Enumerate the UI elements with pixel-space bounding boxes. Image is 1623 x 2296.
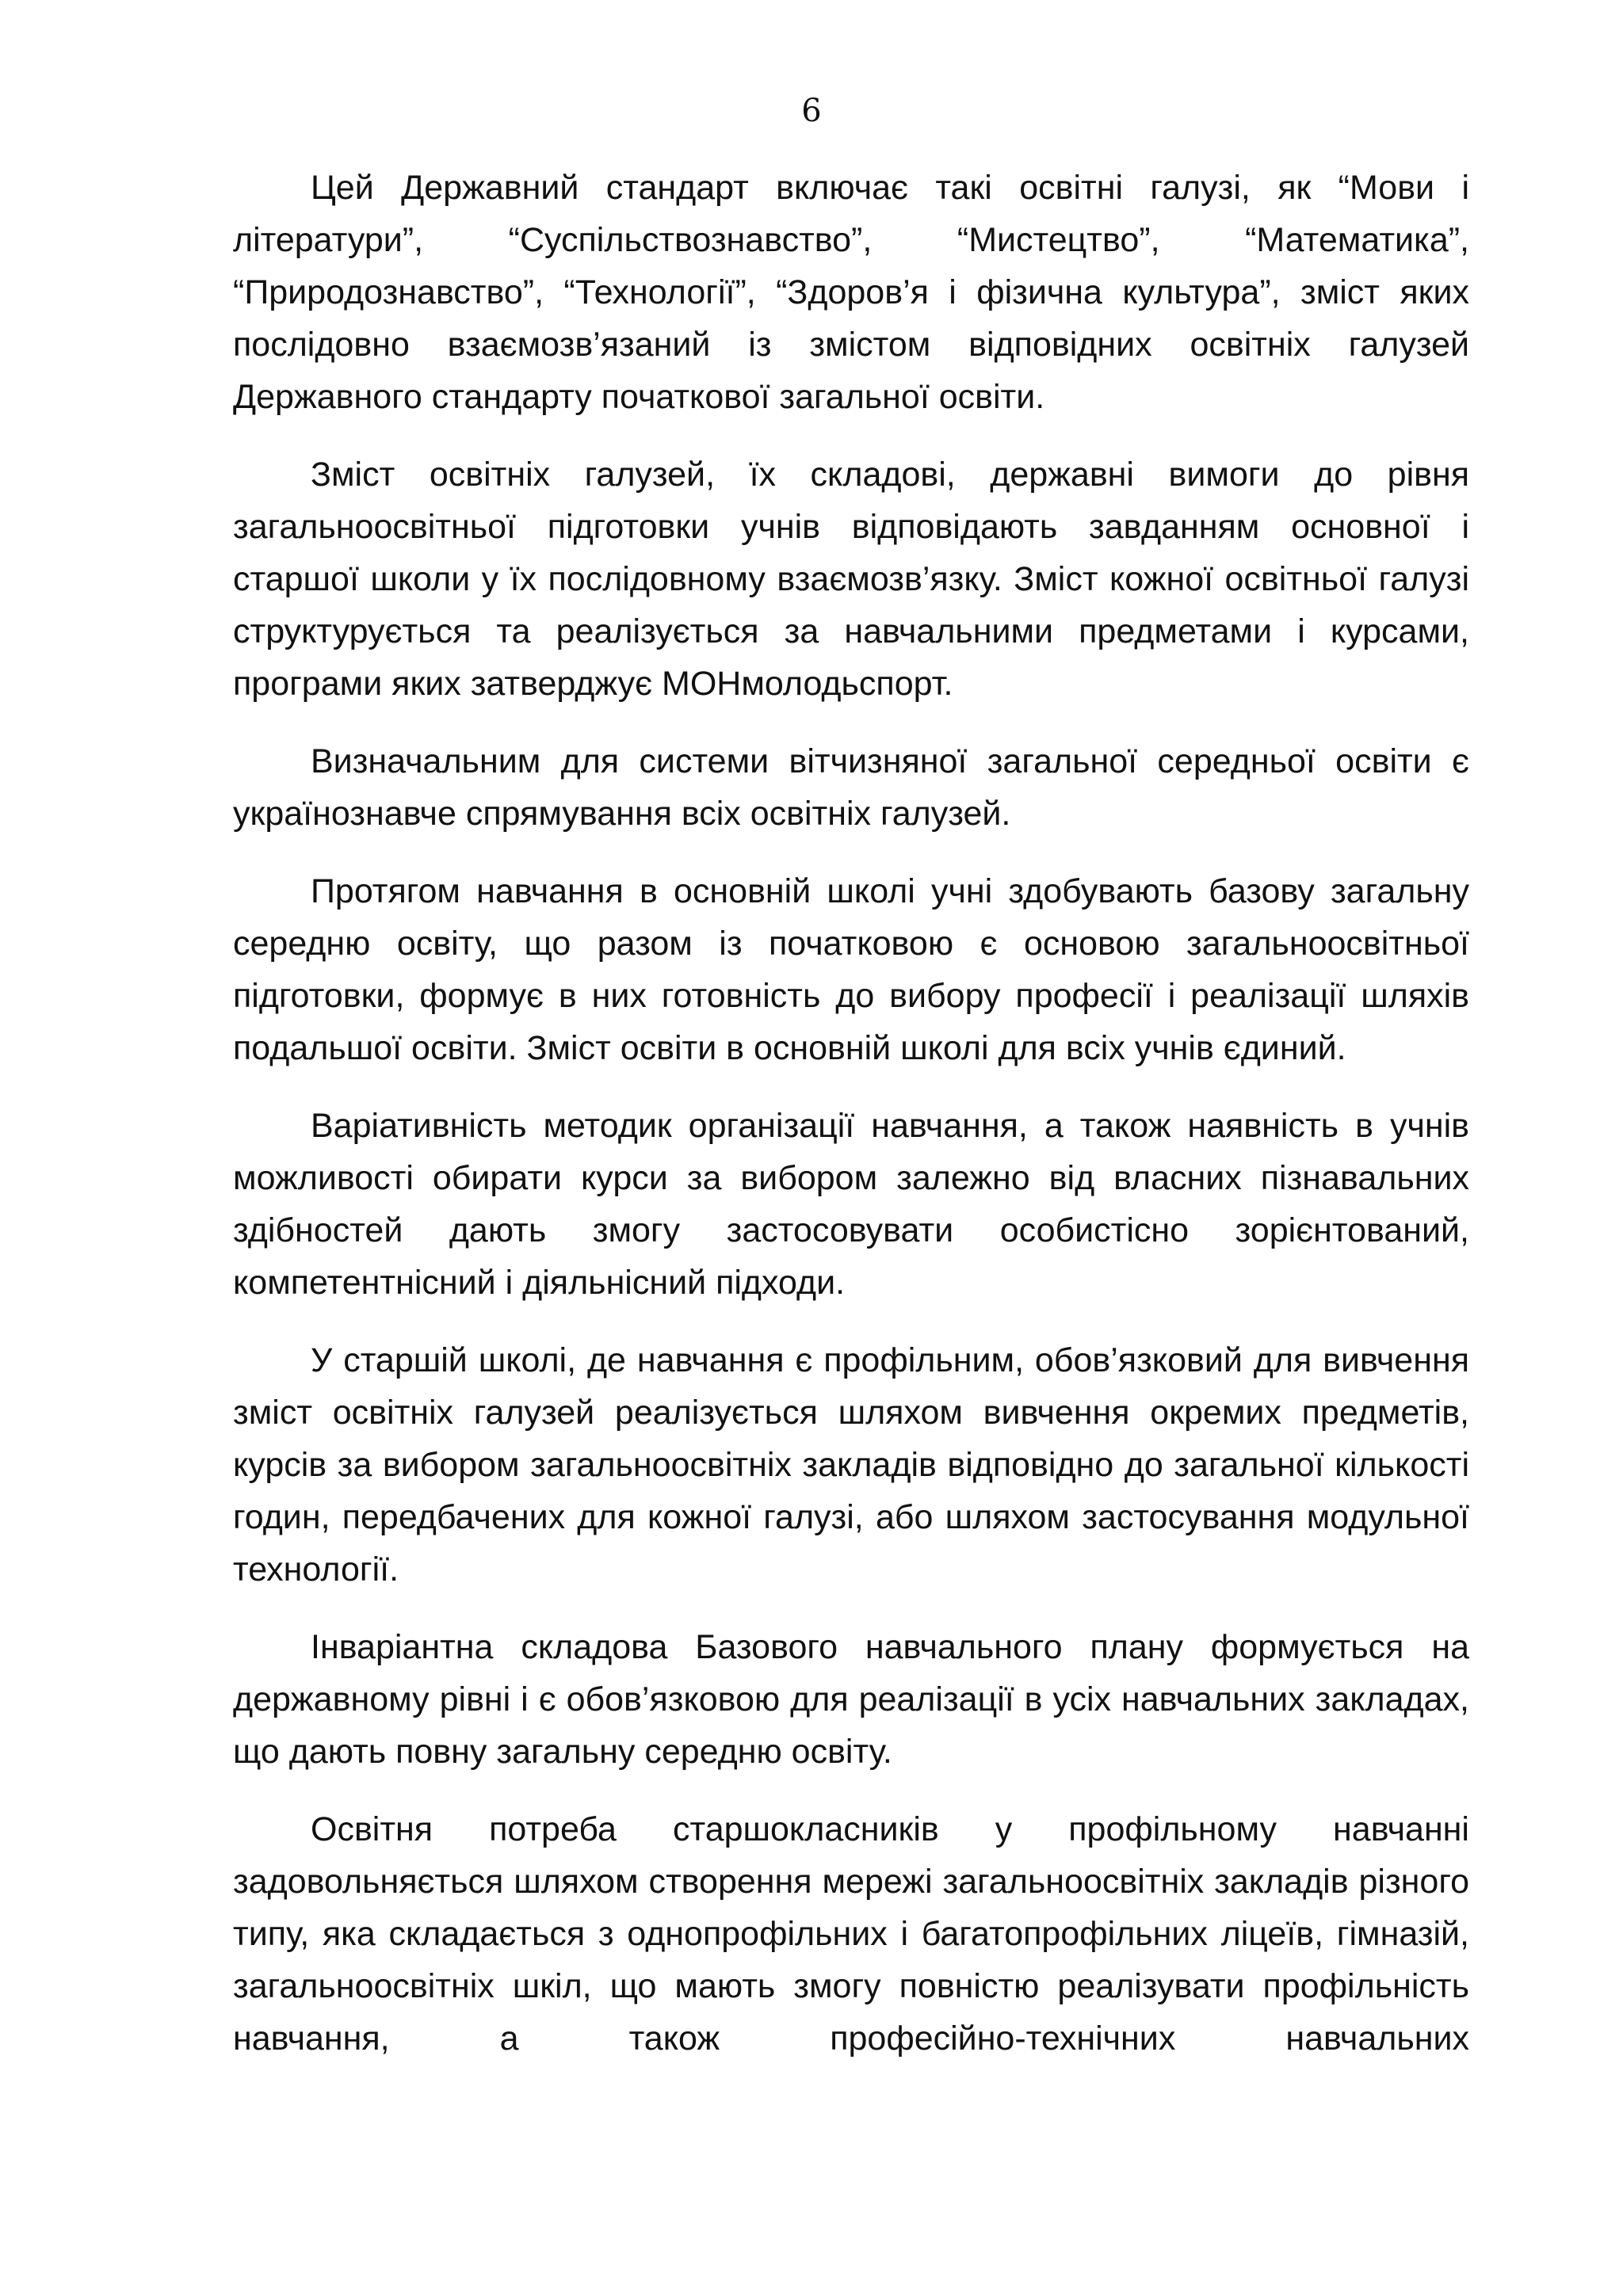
paragraph-5: Варіативність методик організації навчання, а також наявність в учнів можливості обирати курси за вибором залежно від власних пізнавальних здібностей дають змогу застосовувати особистісно зорієнтований, компетентнісний і діяльнісний підходи. <box>233 1107 1469 1302</box>
paragraph-2: Зміст освітніх галузей, їх складові, державні вимоги до рівня загальноосвітньої підготовки учнів відповідають завданням основної і старшої школи у їх послідовному взаємозв’язку. Зміст кожної освітньої галузі структурується та реалізується за навчальними предметами і курсами, програми яких затверджує МОНмолодьспорт. <box>233 456 1469 703</box>
paragraph-1: Цей Державний стандарт включає такі освітні галузі, як “Мови і літератури”, “Суспільствознавство”, “Мистецтво”, “Математика”, “Природознавство”, “Технології”, “Здоров’я і фізична культура”, зміст яких послідовно взаємозв’язаний із змістом відповідних освітніх галузей Державного стандарту початкової загальної освіти. <box>233 169 1469 416</box>
page-number: 6 <box>801 93 822 129</box>
paragraph-6: У старшій школі, де навчання є профільним, обов’язковий для вивчення зміст освітніх галузей реалізується шляхом вивчення окремих предметів, курсів за вибором загальноосвітніх закладів відповідно до загальної кількості годин, передбачених для кожної галузі, або шляхом застосування модульної технології. <box>233 1341 1469 1589</box>
paragraph-3: Визначальним для системи вітчизняної загальної середньої освіти є українознавче спрямування всіх освітніх галузей. <box>233 742 1469 833</box>
paragraph-4: Протягом навчання в основній школі учні здобувають базову загальну середню освіту, що разом із початковою є основою загальноосвітньої підготовки, формує в них готовність до вибору професії і реалізації шляхів подальшої освіти. Зміст освіти в основній школі для всіх учнів єдиний. <box>233 872 1469 1067</box>
paragraph-8: Освітня потреба старшокласників у профільному навчанні задовольняється шляхом створення мережі загальноосвітніх закладів різного типу, яка складається з однопрофільних і багатопрофільних ліцеїв, гімназій, загальноосвітніх шкіл, що мають змогу повністю реалізувати профільність навчання, а також професійно-технічних навчальних <box>233 1810 1469 2058</box>
document-body <box>233 162 1469 2090</box>
paragraph-7: Інваріантна складова Базового навчального плану формується на державному рівні і є обов’язковою для реалізації в усіх навчальних закладах, що дають повну загальну середню освіту. <box>233 1628 1469 1771</box>
